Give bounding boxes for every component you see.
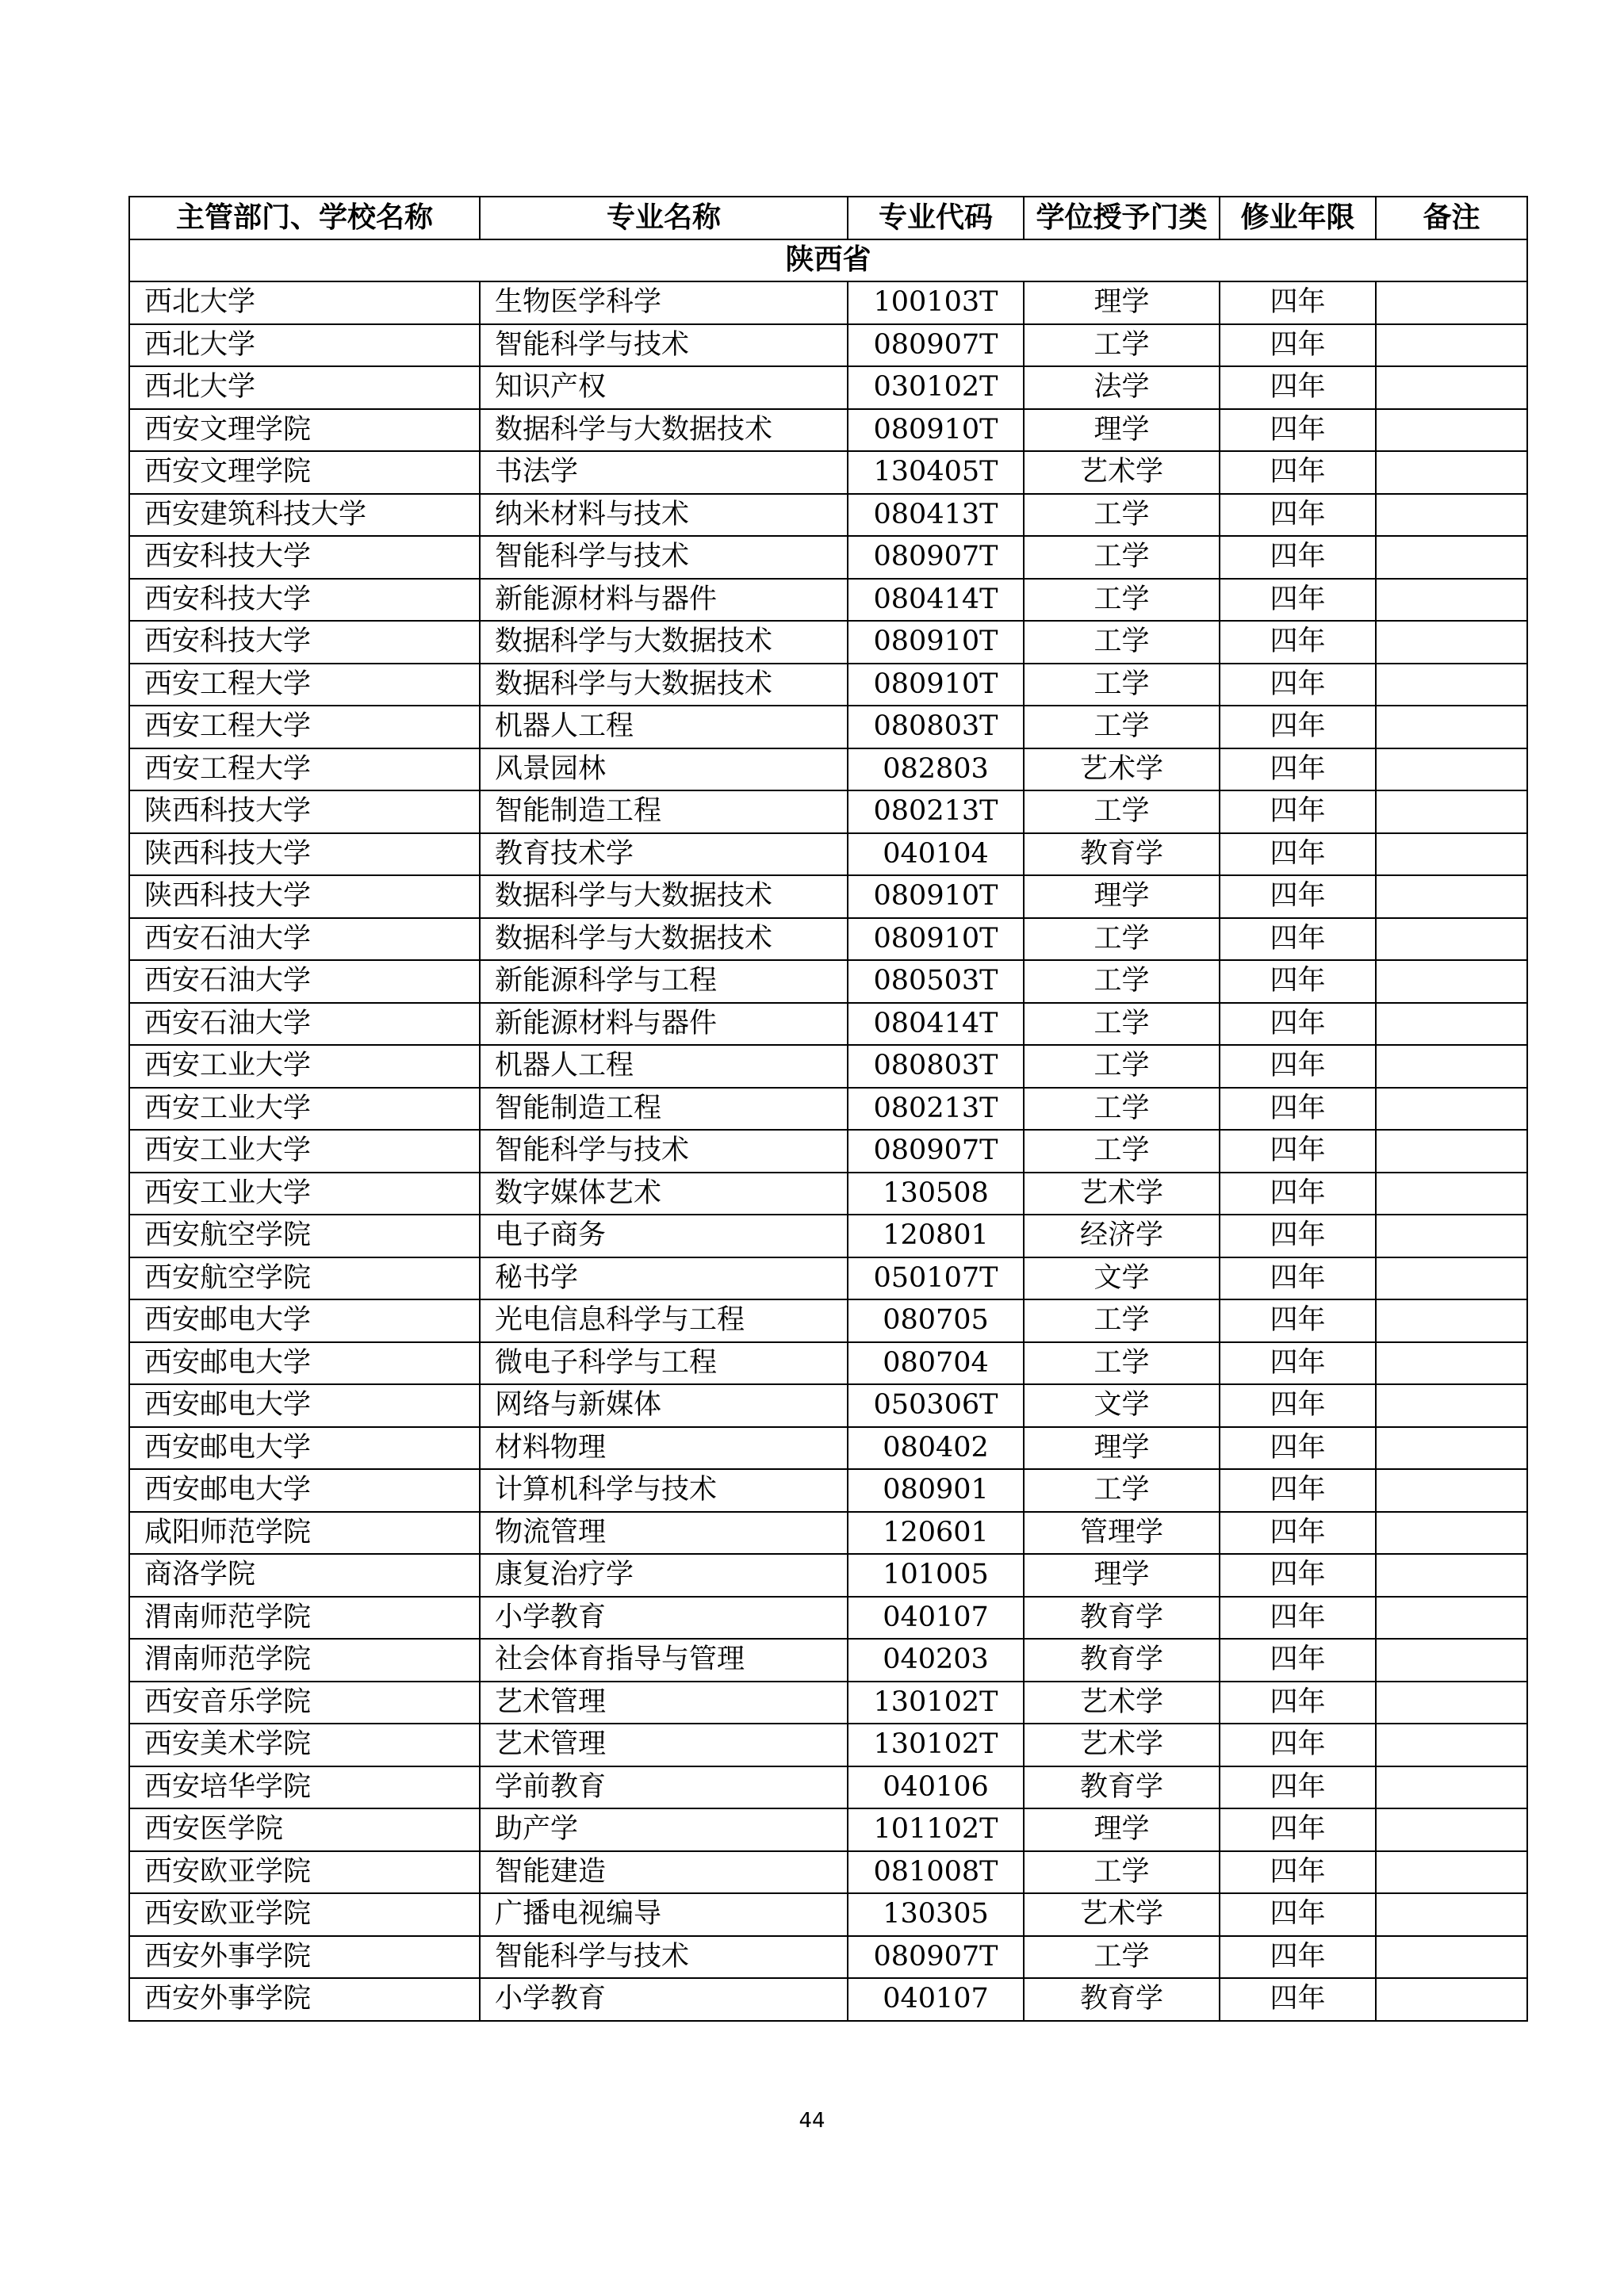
cell-school: 西安欧亚学院: [129, 1851, 480, 1894]
cell-major: 机器人工程: [480, 1045, 848, 1088]
cell-code: 080907T: [848, 536, 1024, 579]
cell-major: 生物医学科学: [480, 281, 848, 324]
cell-years: 四年: [1220, 1766, 1376, 1809]
cell-note: [1376, 748, 1527, 791]
cell-degree: 工学: [1024, 579, 1220, 622]
table-row: [129, 790, 1527, 833]
cell-school: 西安石油大学: [129, 918, 480, 961]
cell-note: [1376, 1554, 1527, 1597]
cell-note: [1376, 621, 1527, 664]
cell-school: 西安工程大学: [129, 748, 480, 791]
cell-school: 商洛学院: [129, 1554, 480, 1597]
cell-code: 080803T: [848, 1045, 1024, 1088]
cell-major: 新能源材料与器件: [480, 579, 848, 622]
cell-code: 080705: [848, 1299, 1024, 1342]
header-degree: 学位授予门类: [1024, 197, 1220, 239]
cell-major: 数据科学与大数据技术: [480, 621, 848, 664]
cell-years: 四年: [1220, 1427, 1376, 1470]
cell-major: 数据科学与大数据技术: [480, 409, 848, 452]
cell-degree: 理学: [1024, 1808, 1220, 1851]
table-row: [129, 833, 1527, 876]
cell-degree: 工学: [1024, 1003, 1220, 1046]
cell-years: 四年: [1220, 790, 1376, 833]
cell-degree: 工学: [1024, 706, 1220, 748]
cell-major: 数据科学与大数据技术: [480, 875, 848, 918]
cell-years: 四年: [1220, 1257, 1376, 1300]
cell-note: [1376, 1724, 1527, 1766]
cell-years: 四年: [1220, 409, 1376, 452]
cell-degree: 工学: [1024, 1045, 1220, 1088]
cell-degree: 理学: [1024, 1554, 1220, 1597]
cell-major: 数据科学与大数据技术: [480, 664, 848, 706]
cell-major: 秘书学: [480, 1257, 848, 1300]
table-row: [129, 536, 1527, 579]
cell-code: 130102T: [848, 1724, 1024, 1766]
cell-major: 康复治疗学: [480, 1554, 848, 1597]
cell-school: 西安工业大学: [129, 1130, 480, 1173]
cell-degree: 理学: [1024, 409, 1220, 452]
table-row: [129, 1766, 1527, 1809]
cell-note: [1376, 1427, 1527, 1470]
table-row: [129, 706, 1527, 748]
cell-school: 西安航空学院: [129, 1257, 480, 1300]
table-row: [129, 1851, 1527, 1894]
cell-years: 四年: [1220, 1512, 1376, 1555]
cell-major: 智能制造工程: [480, 1088, 848, 1131]
cell-years: 四年: [1220, 1088, 1376, 1131]
header-major: 专业名称: [480, 197, 848, 239]
cell-school: 西安工程大学: [129, 664, 480, 706]
cell-major: 光电信息科学与工程: [480, 1299, 848, 1342]
cell-degree: 工学: [1024, 1469, 1220, 1512]
cell-years: 四年: [1220, 706, 1376, 748]
cell-years: 四年: [1220, 324, 1376, 367]
table-row: [129, 1512, 1527, 1555]
cell-school: 西安科技大学: [129, 621, 480, 664]
cell-note: [1376, 281, 1527, 324]
cell-note: [1376, 1257, 1527, 1300]
cell-school: 西安邮电大学: [129, 1469, 480, 1512]
cell-degree: 工学: [1024, 664, 1220, 706]
cell-code: 080910T: [848, 409, 1024, 452]
cell-school: 西安邮电大学: [129, 1342, 480, 1385]
cell-degree: 艺术学: [1024, 1893, 1220, 1936]
cell-degree: 工学: [1024, 790, 1220, 833]
cell-degree: 工学: [1024, 918, 1220, 961]
cell-major: 智能科学与技术: [480, 536, 848, 579]
cell-years: 四年: [1220, 748, 1376, 791]
page-number: 44: [799, 2109, 825, 2133]
cell-degree: 工学: [1024, 1130, 1220, 1173]
cell-school: 西安工业大学: [129, 1173, 480, 1215]
cell-years: 四年: [1220, 1130, 1376, 1173]
cell-note: [1376, 1512, 1527, 1555]
cell-code: 040106: [848, 1766, 1024, 1809]
cell-years: 四年: [1220, 1893, 1376, 1936]
table-row: [129, 918, 1527, 961]
table-row: [129, 1427, 1527, 1470]
cell-school: 西安邮电大学: [129, 1384, 480, 1427]
table-row: [129, 1003, 1527, 1046]
cell-code: 030102T: [848, 366, 1024, 409]
cell-school: 陕西科技大学: [129, 875, 480, 918]
cell-code: 080503T: [848, 960, 1024, 1003]
header-school: 主管部门、学校名称: [129, 197, 480, 239]
cell-code: 050306T: [848, 1384, 1024, 1427]
cell-degree: 理学: [1024, 875, 1220, 918]
cell-degree: 艺术学: [1024, 748, 1220, 791]
cell-school: 西安邮电大学: [129, 1427, 480, 1470]
cell-note: [1376, 1639, 1527, 1682]
table-row: [129, 1554, 1527, 1597]
cell-code: 130102T: [848, 1682, 1024, 1724]
cell-degree: 工学: [1024, 1088, 1220, 1131]
cell-note: [1376, 1936, 1527, 1979]
header-note: 备注: [1376, 197, 1527, 239]
cell-years: 四年: [1220, 621, 1376, 664]
table-row: [129, 1978, 1527, 2021]
cell-note: [1376, 1469, 1527, 1512]
cell-major: 书法学: [480, 451, 848, 494]
cell-note: [1376, 1851, 1527, 1894]
cell-note: [1376, 536, 1527, 579]
cell-major: 新能源材料与器件: [480, 1003, 848, 1046]
table-row: [129, 1384, 1527, 1427]
cell-school: 西北大学: [129, 366, 480, 409]
table-row: [129, 409, 1527, 452]
cell-note: [1376, 706, 1527, 748]
cell-code: 080414T: [848, 579, 1024, 622]
cell-code: 100103T: [848, 281, 1024, 324]
cell-code: 040203: [848, 1639, 1024, 1682]
cell-major: 电子商务: [480, 1215, 848, 1257]
cell-major: 小学教育: [480, 1597, 848, 1640]
cell-school: 西安文理学院: [129, 409, 480, 452]
cell-years: 四年: [1220, 579, 1376, 622]
cell-school: 渭南师范学院: [129, 1597, 480, 1640]
cell-years: 四年: [1220, 1639, 1376, 1682]
cell-major: 纳米材料与技术: [480, 494, 848, 537]
cell-code: 120601: [848, 1512, 1024, 1555]
table-row: [129, 366, 1527, 409]
cell-note: [1376, 1978, 1527, 2021]
cell-years: 四年: [1220, 1299, 1376, 1342]
cell-note: [1376, 1342, 1527, 1385]
cell-note: [1376, 875, 1527, 918]
cell-degree: 教育学: [1024, 1597, 1220, 1640]
table-row: [129, 875, 1527, 918]
table-row: [129, 1215, 1527, 1257]
cell-major: 学前教育: [480, 1766, 848, 1809]
cell-code: 130305: [848, 1893, 1024, 1936]
table-header-row: [129, 197, 1527, 239]
cell-school: 西安科技大学: [129, 536, 480, 579]
cell-degree: 艺术学: [1024, 1724, 1220, 1766]
cell-school: 西安工业大学: [129, 1045, 480, 1088]
table-row: [129, 1682, 1527, 1724]
cell-degree: 经济学: [1024, 1215, 1220, 1257]
cell-degree: 艺术学: [1024, 1173, 1220, 1215]
cell-major: 智能科学与技术: [480, 1936, 848, 1979]
cell-years: 四年: [1220, 1554, 1376, 1597]
cell-years: 四年: [1220, 1682, 1376, 1724]
cell-years: 四年: [1220, 1215, 1376, 1257]
cell-school: 西安石油大学: [129, 1003, 480, 1046]
cell-degree: 教育学: [1024, 1639, 1220, 1682]
cell-code: 080910T: [848, 621, 1024, 664]
table-row: [129, 748, 1527, 791]
cell-note: [1376, 494, 1527, 537]
cell-years: 四年: [1220, 1978, 1376, 2021]
cell-school: 陕西科技大学: [129, 790, 480, 833]
cell-major: 广播电视编导: [480, 1893, 848, 1936]
cell-years: 四年: [1220, 494, 1376, 537]
cell-code: 080704: [848, 1342, 1024, 1385]
cell-major: 艺术管理: [480, 1682, 848, 1724]
cell-note: [1376, 1597, 1527, 1640]
table-row: [129, 451, 1527, 494]
cell-years: 四年: [1220, 281, 1376, 324]
cell-school: 西安工业大学: [129, 1088, 480, 1131]
cell-years: 四年: [1220, 1808, 1376, 1851]
cell-school: 西安美术学院: [129, 1724, 480, 1766]
cell-code: 080910T: [848, 664, 1024, 706]
header-years: 修业年限: [1220, 197, 1376, 239]
cell-note: [1376, 1173, 1527, 1215]
cell-code: 081008T: [848, 1851, 1024, 1894]
cell-major: 教育技术学: [480, 833, 848, 876]
cell-note: [1376, 451, 1527, 494]
cell-major: 计算机科学与技术: [480, 1469, 848, 1512]
cell-note: [1376, 833, 1527, 876]
table-row: [129, 1342, 1527, 1385]
cell-note: [1376, 1893, 1527, 1936]
cell-note: [1376, 1299, 1527, 1342]
cell-code: 040104: [848, 833, 1024, 876]
header-code: 专业代码: [848, 197, 1024, 239]
cell-note: [1376, 579, 1527, 622]
cell-years: 四年: [1220, 1724, 1376, 1766]
cell-years: 四年: [1220, 918, 1376, 961]
cell-major: 机器人工程: [480, 706, 848, 748]
cell-code: 080414T: [848, 1003, 1024, 1046]
cell-years: 四年: [1220, 1173, 1376, 1215]
cell-code: 120801: [848, 1215, 1024, 1257]
cell-major: 新能源科学与工程: [480, 960, 848, 1003]
table-row: [129, 1299, 1527, 1342]
cell-note: [1376, 409, 1527, 452]
cell-school: 西安建筑科技大学: [129, 494, 480, 537]
cell-years: 四年: [1220, 1342, 1376, 1385]
table-row: [129, 1808, 1527, 1851]
cell-note: [1376, 1003, 1527, 1046]
cell-major: 物流管理: [480, 1512, 848, 1555]
cell-school: 西安外事学院: [129, 1978, 480, 2021]
cell-years: 四年: [1220, 833, 1376, 876]
cell-code: 080803T: [848, 706, 1024, 748]
cell-degree: 理学: [1024, 1427, 1220, 1470]
table-row: [129, 1088, 1527, 1131]
cell-school: 西安文理学院: [129, 451, 480, 494]
cell-school: 西北大学: [129, 324, 480, 367]
cell-years: 四年: [1220, 960, 1376, 1003]
table-row: [129, 494, 1527, 537]
table-row: [129, 579, 1527, 622]
cell-code: 080413T: [848, 494, 1024, 537]
cell-note: [1376, 1808, 1527, 1851]
cell-note: [1376, 1045, 1527, 1088]
cell-code: 080402: [848, 1427, 1024, 1470]
cell-major: 数据科学与大数据技术: [480, 918, 848, 961]
table-row: [129, 1639, 1527, 1682]
cell-note: [1376, 960, 1527, 1003]
cell-degree: 工学: [1024, 324, 1220, 367]
cell-major: 智能建造: [480, 1851, 848, 1894]
cell-years: 四年: [1220, 1597, 1376, 1640]
cell-note: [1376, 324, 1527, 367]
cell-school: 西安石油大学: [129, 960, 480, 1003]
cell-school: 西安航空学院: [129, 1215, 480, 1257]
cell-years: 四年: [1220, 536, 1376, 579]
cell-code: 080907T: [848, 324, 1024, 367]
cell-code: 080907T: [848, 1130, 1024, 1173]
table-row: [129, 960, 1527, 1003]
cell-note: [1376, 790, 1527, 833]
table-row: [129, 1045, 1527, 1088]
province-label: 陕西省: [129, 239, 1527, 282]
cell-school: 西安外事学院: [129, 1936, 480, 1979]
cell-note: [1376, 664, 1527, 706]
cell-degree: 艺术学: [1024, 1682, 1220, 1724]
cell-major: 助产学: [480, 1808, 848, 1851]
cell-degree: 艺术学: [1024, 451, 1220, 494]
cell-years: 四年: [1220, 875, 1376, 918]
cell-school: 西安欧亚学院: [129, 1893, 480, 1936]
cell-major: 数字媒体艺术: [480, 1173, 848, 1215]
cell-years: 四年: [1220, 1384, 1376, 1427]
cell-years: 四年: [1220, 664, 1376, 706]
cell-major: 智能科学与技术: [480, 324, 848, 367]
cell-code: 080213T: [848, 1088, 1024, 1131]
cell-code: 101005: [848, 1554, 1024, 1597]
table-row: [129, 621, 1527, 664]
cell-degree: 教育学: [1024, 1766, 1220, 1809]
cell-major: 小学教育: [480, 1978, 848, 2021]
table-row: [129, 1173, 1527, 1215]
cell-code: 080910T: [848, 918, 1024, 961]
cell-note: [1376, 1130, 1527, 1173]
cell-degree: 工学: [1024, 1936, 1220, 1979]
cell-years: 四年: [1220, 1851, 1376, 1894]
majors-table: [128, 196, 1528, 2022]
cell-years: 四年: [1220, 366, 1376, 409]
cell-note: [1376, 918, 1527, 961]
cell-note: [1376, 366, 1527, 409]
table-row: [129, 1597, 1527, 1640]
cell-years: 四年: [1220, 1003, 1376, 1046]
cell-major: 材料物理: [480, 1427, 848, 1470]
cell-degree: 工学: [1024, 621, 1220, 664]
cell-years: 四年: [1220, 451, 1376, 494]
cell-code: 080910T: [848, 875, 1024, 918]
cell-degree: 文学: [1024, 1257, 1220, 1300]
table-row: [129, 281, 1527, 324]
cell-major: 微电子科学与工程: [480, 1342, 848, 1385]
cell-degree: 法学: [1024, 366, 1220, 409]
table-row: [129, 1469, 1527, 1512]
cell-note: [1376, 1682, 1527, 1724]
cell-degree: 工学: [1024, 1342, 1220, 1385]
cell-code: 130405T: [848, 451, 1024, 494]
cell-degree: 工学: [1024, 960, 1220, 1003]
cell-code: 080213T: [848, 790, 1024, 833]
cell-years: 四年: [1220, 1469, 1376, 1512]
cell-degree: 工学: [1024, 1299, 1220, 1342]
cell-years: 四年: [1220, 1045, 1376, 1088]
cell-code: 101102T: [848, 1808, 1024, 1851]
cell-school: 西安科技大学: [129, 579, 480, 622]
cell-school: 西北大学: [129, 281, 480, 324]
cell-code: 080901: [848, 1469, 1024, 1512]
cell-degree: 理学: [1024, 281, 1220, 324]
cell-school: 西安邮电大学: [129, 1299, 480, 1342]
table-row: [129, 1936, 1527, 1979]
cell-code: 082803: [848, 748, 1024, 791]
cell-major: 智能制造工程: [480, 790, 848, 833]
cell-school: 咸阳师范学院: [129, 1512, 480, 1555]
table-row: [129, 1724, 1527, 1766]
table-row: [129, 324, 1527, 367]
cell-note: [1376, 1088, 1527, 1131]
cell-school: 渭南师范学院: [129, 1639, 480, 1682]
table-body: [129, 239, 1527, 2021]
table-row: [129, 1893, 1527, 1936]
province-row: [129, 239, 1527, 282]
cell-school: 陕西科技大学: [129, 833, 480, 876]
cell-degree: 工学: [1024, 1851, 1220, 1894]
cell-note: [1376, 1215, 1527, 1257]
cell-major: 风景园林: [480, 748, 848, 791]
cell-note: [1376, 1384, 1527, 1427]
cell-code: 050107T: [848, 1257, 1024, 1300]
table-row: [129, 1130, 1527, 1173]
cell-degree: 工学: [1024, 494, 1220, 537]
cell-code: 130508: [848, 1173, 1024, 1215]
cell-major: 智能科学与技术: [480, 1130, 848, 1173]
cell-years: 四年: [1220, 1936, 1376, 1979]
cell-major: 网络与新媒体: [480, 1384, 848, 1427]
cell-degree: 教育学: [1024, 833, 1220, 876]
table-row: [129, 1257, 1527, 1300]
cell-code: 080907T: [848, 1936, 1024, 1979]
cell-major: 社会体育指导与管理: [480, 1639, 848, 1682]
cell-school: 西安医学院: [129, 1808, 480, 1851]
cell-major: 艺术管理: [480, 1724, 848, 1766]
cell-degree: 教育学: [1024, 1978, 1220, 2021]
cell-school: 西安工程大学: [129, 706, 480, 748]
cell-code: 040107: [848, 1597, 1024, 1640]
cell-school: 西安培华学院: [129, 1766, 480, 1809]
table-row: [129, 664, 1527, 706]
cell-major: 知识产权: [480, 366, 848, 409]
cell-school: 西安音乐学院: [129, 1682, 480, 1724]
cell-degree: 管理学: [1024, 1512, 1220, 1555]
cell-code: 040107: [848, 1978, 1024, 2021]
cell-degree: 工学: [1024, 536, 1220, 579]
cell-degree: 文学: [1024, 1384, 1220, 1427]
cell-note: [1376, 1766, 1527, 1809]
